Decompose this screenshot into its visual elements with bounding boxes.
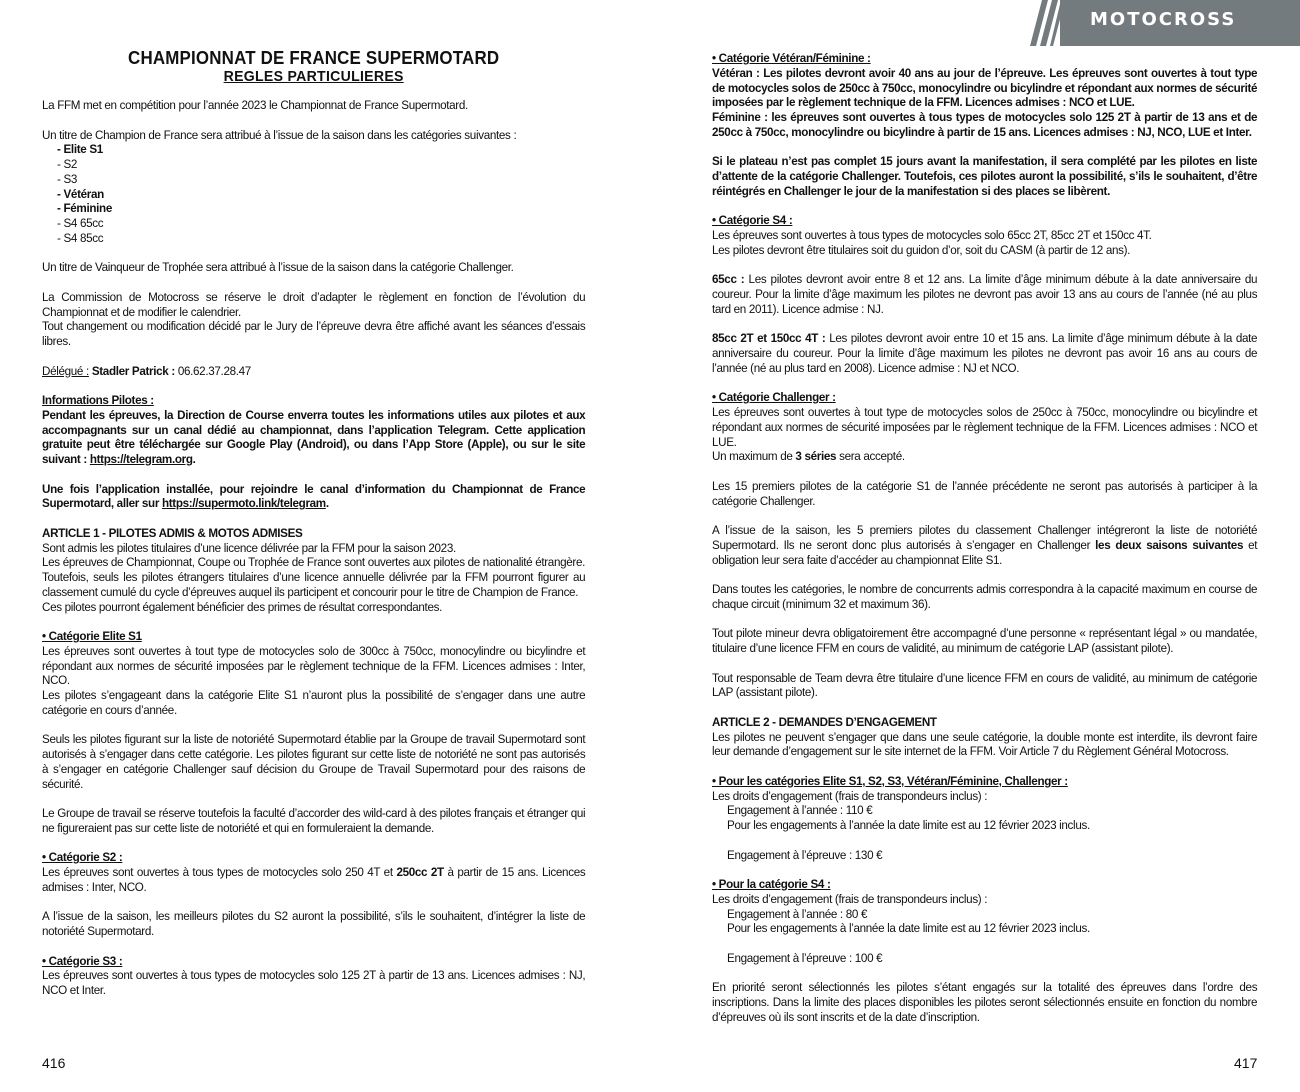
supermoto-telegram-link[interactable]: https://supermoto.link/telegram — [161, 496, 326, 511]
info-title: Informations Pilotes : — [42, 393, 154, 407]
team-paragraph: Tout responsable de Team devra être titulaire d’une licence FFM en cours de validité, au minimum de catégorie LAP (assistant pilote). — [712, 670, 1258, 700]
veteran-feminine-title: • Catégorie Vétéran/Féminine : — [712, 51, 871, 65]
elite-s1-notoriety-paragraph: Seuls les pilotes figurant sur la liste de notoriété Supermotard établie par la Groupe de travail Supermotard sont autorisés à s’engager dans cette catégorie. Les pilotes figurant sur cette liste de notoriété ne sont pas autorisés à s’engager en catégorie Challenger sauf décision du Groupe de Travail Supermotard pour des raisons de sécurité. — [42, 732, 586, 791]
section-banner — [1060, 0, 1300, 46]
s2-block — [42, 850, 585, 894]
feminine-paragraph: Féminine : les épreuves sont ouvertes à tous types de motocycles solo 125 2T à partir de 13 ans et de 250cc à 750cc, monocylindre ou bicylindre à partir de 15 ans. Licences admises : NJ, NCO, LUE et Inter. — [712, 110, 1258, 139]
categories-list — [42, 142, 585, 245]
category-item: - S3 — [57, 171, 78, 186]
s4-block — [712, 213, 1257, 257]
capacity-paragraph: Dans toutes les catégories, le nombre de concurrents admis correspondra à la capacité maximum en course de chaque circuit (minimum 32 et maximum 36). — [712, 582, 1258, 611]
fees-intro: Les droits d’engagement (frais de transpondeurs inclus) : — [712, 788, 988, 803]
article-2-paragraph: Les pilotes ne peuvent s’engager que dans une seule catégorie, la double monte est interdite, ils devront faire leur demande d’engagement sur le site internet de la FFM. Voir Article 7 du Règlement Général Motocross. — [712, 729, 1258, 759]
s4-65cc-paragraph — [712, 272, 1257, 316]
challenger-series-line — [712, 449, 1257, 464]
challenger-series-count: 3 séries — [795, 449, 837, 464]
category-item: - S4 65cc — [57, 216, 104, 230]
challenger-notoriety-text: A l’issue de la saison, les 5 premiers pilotes du classement Challenger intégreront la liste de notoriété Supermotard. Ils ne seront donc plus autorisés à s’engager en Challenger — [712, 523, 1258, 552]
year-fee-s4: Engagement à l’année : 80 € — [727, 906, 868, 921]
section-banner-label: MOTOCROSS — [1090, 9, 1237, 30]
fees-s4-block — [712, 877, 1257, 936]
category-item: - Elite S1 — [57, 142, 103, 157]
trophy-paragraph: Un titre de Vainqueur de Trophée sera attribué à l’issue de la saison dans la catégorie Challenger. — [42, 260, 514, 275]
telegram-link[interactable]: https://telegram.org — [89, 452, 193, 466]
page-number-right: 417 — [1234, 1055, 1258, 1071]
s4-85cc-label: 85cc 2T et 150cc 4T : — [712, 331, 826, 346]
s2-notoriety-paragraph: A l’issue de la saison, les meilleurs pilotes du S2 auront la possibilité, s’ils le souhaitent, d’intégrer la liste de notoriété Supermotard. — [42, 909, 586, 938]
elite-s1-paragraph: Les épreuves sont ouvertes à tout type de motocycles solo de 300cc à 750cc, monocylindre ou bicylindre et répondant aux normes de sécurité imposées par le règlement technique de la FFM. Licences admises : Inter, NCO. — [42, 643, 586, 688]
article-1-paragraph: Sont admis les pilotes titulaires d’une licence délivrée par la FFM pour la saison 2023. — [42, 540, 456, 555]
banner-stripes-decoration — [1028, 0, 1064, 46]
deadline-s4: Pour les engagements à l’année la date limite est au 12 février 2023 inclus. — [727, 921, 1090, 936]
elite-s1-wildcard-paragraph: Le Groupe de travail se réserve toutefois la faculté d’accorder des wild-card à des pilotes français et étranger qui ne figureraient pas sur cette liste de notoriété et qui en formuleraient la demande. — [42, 806, 586, 835]
waitlist-paragraph: Si le plateau n’est pas complet 15 jours avant la manifestation, il sera complété par les pilotes en liste d’attente de la catégorie Challenger. Toutefois, ces pilotes auront la possibilité, s’ils le souhaitent, d’être réintégrés en Challenger le jour de la manifestation si des places se libèrent. — [712, 154, 1258, 198]
delegate-phone: 06.62.37.28.47 — [177, 363, 251, 378]
challenger-s1-paragraph: Les 15 premiers pilotes de la catégorie S1 de l’année précédente ne seront pas autorisés à participer à la catégorie Challenger. — [712, 478, 1258, 508]
intro-paragraph: La FFM met en compétition pour l’année 2023 le Championnat de France Supermotard. — [42, 98, 468, 112]
s4-65cc-text: Les pilotes devront avoir entre 8 et 12 ans. La limite d’âge minimum débute à la date anniversaire du coureur. Pour la limite d’âge maximum les pilotes ne devront pas avoir 13 ans au cours de l’année (né au plus tard en 2011). Licence admise : NJ. — [712, 272, 1258, 316]
s4-65cc-label: 65cc : — [712, 272, 745, 287]
s2-paragraph — [42, 865, 585, 895]
fees-s4-title: • Pour la catégorie S4 : — [712, 877, 831, 891]
left-page — [42, 0, 585, 1013]
challenger-title: • Catégorie Challenger : — [712, 390, 836, 405]
challenger-block — [712, 390, 1257, 464]
s4-85cc-paragraph — [712, 331, 1257, 375]
challenger-series-text-end: sera accepté. — [839, 449, 905, 464]
page-title: CHAMPIONNAT DE FRANCE SUPERMOTARD — [128, 48, 500, 68]
s2-title: • Catégorie S2 : — [42, 850, 123, 865]
jury-paragraph: Tout changement ou modification décidé par le Jury de l’épreuve devra être affiché avant les séances d’essais libres. — [42, 319, 586, 348]
veteran-feminine-block — [712, 51, 1257, 140]
info-text-body: Pendant les épreuves, la Direction de Course enverra toutes les informations utiles aux pilotes et aux accompagnants sur un canal dédié au championnat, dans l’application Telegram. Cette application gratuite peut être téléchargée sur Google Play (Android), ou dans l’App Store (Apple), ou sur le site suivant : — [42, 407, 586, 466]
veteran-paragraph: Vétéran : Les pilotes devront avoir 40 ans au jour de l’épreuve. Les épreuves sont ouvertes à tout type de motocycles solos de 250cc à 750cc, monocylindre ou bicylindre et répondant aux normes de sécurité imposées par le règlement technique de la FFM. Licences admises : NCO et LUE. — [712, 65, 1258, 110]
minor-paragraph: Tout pilote mineur devra obligatoirement être accompagné d’une personne « représentant légal » ou mandatée, titulaire d’une licence FFM en cours de validité, au minimum de catégorie LAP (assistant pilote). — [712, 626, 1258, 655]
page-subtitle: REGLES PARTICULIERES — [223, 68, 404, 85]
s3-block — [42, 954, 585, 998]
join-paragraph: Une fois l’application installée, pour rejoindre le canal d’information du Championnat de France Supermotard, aller sur https://supermoto.link/telegram. — [42, 481, 586, 511]
article-2-block — [712, 715, 1257, 759]
challenger-notoriety-paragraph — [712, 523, 1257, 567]
event-fee-s4: Engagement à l’épreuve : 100 € — [727, 950, 883, 965]
elite-s1-block — [42, 629, 585, 718]
info-block — [42, 393, 585, 467]
challenger-paragraph: Les épreuves sont ouvertes à tout type de motocycles solos de 250cc à 750cc, monocylindre ou bicylindre et répondant aux normes de sécurité imposées par le règlement technique de la FFM. Licences admises : NCO et LUE. — [712, 405, 1258, 449]
article-1-paragraph: Toutefois, seuls les pilotes étrangers titulaires d’une licence annuelle délivrée par la FFM pourront figurer au classement cumulé du cycle d’épreuves auquel ils participent et concourir pour le titre de Champion de France. — [42, 570, 586, 599]
info-text: Pendant les épreuves, la Direction de Course enverra toutes les informations utiles aux pilotes et aux accompagnants sur un canal dédié au championnat, dans l’application Telegram. Cette application gratuite peut être téléchargée sur Google Play (Android), ou dans l’App Store (Apple), ou sur le site suivant : https://telegram.org. — [42, 407, 586, 466]
delegate-label: Délégué : — [42, 363, 89, 378]
article-1-paragraph: Ces pilotes pourront également bénéficier des primes de résultat correspondantes. — [42, 599, 443, 614]
s4-85cc-text: Les pilotes devront avoir entre 10 et 15 ans. La limite d’âge minimum débute à la date anniversaire du coureur. Pour la limite d’âge maximum les pilotes ne devront pas avoir 16 ans au cours de l’année (né au plus tard en 2008). Licence admise : NJ et NCO. — [712, 331, 1258, 375]
category-item: - Vétéran — [57, 186, 104, 201]
right-page — [712, 51, 1257, 1039]
fees-all-title: • Pour les catégories Elite S1, S2, S3, Vétéran/Féminine, Challenger : — [712, 773, 1068, 788]
priority-paragraph: En priorité seront sélectionnés les pilotes s’étant engagés sur la totalité des épreuves dans l’ordre des inscriptions. Dans la limite des places disponibles les pilotes seront sélectionnés ensuite en fonction du nombre d’épreuves où ils sont inscrits et de la date d’inscription. — [712, 980, 1258, 1024]
titles-block — [42, 128, 585, 246]
delegate-name: Stadler Patrick : — [91, 363, 175, 378]
s4-title: • Catégorie S4 : — [712, 213, 793, 228]
category-item: - S4 85cc — [57, 230, 104, 245]
article-1-paragraph: Les épreuves de Championnat, Coupe ou Trophée de France sont ouvertes aux pilotes de nationalité étrangère. — [42, 555, 586, 570]
challenger-notoriety-text-end: et obligation leur sera faite d’accéder au championnat Elite S1. — [712, 537, 1258, 567]
year-fee: Engagement à l’année : 110 € — [727, 803, 873, 818]
elite-s1-title: • Catégorie Elite S1 — [42, 629, 142, 643]
s4-paragraph: Les pilotes devront être titulaires soit du guidon d’or, soit du CASM (à partir de 12 ans). — [712, 242, 1131, 257]
s2-text: Les épreuves sont ouvertes à tous types de motocycles solo 250 4T et — [42, 865, 393, 879]
deadline: Pour les engagements à l’année la date limite est au 12 février 2023 inclus. — [727, 818, 1090, 832]
s3-paragraph: Les épreuves sont ouvertes à tous types de motocycles solo 125 2T à partir de 13 ans. Licences admises : NJ, NCO et Inter. — [42, 968, 586, 997]
challenger-series-text: Un maximum de — [712, 449, 793, 464]
category-item: - S2 — [57, 157, 78, 171]
event-fee: Engagement à l’épreuve : 130 € — [727, 847, 883, 862]
join-text: Une fois l’application installée, pour rejoindre le canal d’information du Championnat de France Supermotard, aller sur — [42, 481, 586, 511]
delegate-line — [42, 364, 585, 379]
category-item: - Féminine — [57, 201, 113, 216]
titles-intro: Un titre de Champion de France sera attribué à l’issue de la saison dans les catégories suivantes : — [42, 127, 517, 142]
page-number-left: 416 — [42, 1055, 66, 1071]
fees-intro-s4: Les droits d’engagement (frais de transpondeurs inclus) : — [712, 891, 988, 906]
s3-title: • Catégorie S3 : — [42, 953, 123, 968]
elite-s1-paragraph: Les pilotes s’engageant dans la catégorie Elite S1 n’auront plus la possibilité de s’engager dans une autre catégorie en cours d’année. — [42, 688, 586, 717]
s2-bold-text: 250cc 2T — [396, 865, 444, 879]
challenger-notoriety-bold: les deux saisons suivantes — [1095, 537, 1244, 552]
article-2-title: ARTICLE 2 - DEMANDES D’ENGAGEMENT — [712, 714, 937, 729]
article-1-title: ARTICLE 1 - PILOTES ADMIS & MOTOS ADMISES — [42, 525, 303, 540]
s4-paragraph: Les épreuves sont ouvertes à tous types de motocycles solo 65cc 2T, 85cc 2T et 150cc 4T. — [712, 228, 1152, 242]
s2-text-end: à partir de 15 ans. Licences admises : Inter, NCO. — [42, 865, 586, 894]
article-1-block — [42, 526, 585, 615]
commission-block — [42, 290, 585, 349]
fees-all-block — [712, 774, 1257, 833]
commission-paragraph: La Commission de Motocross se réserve le droit d’adapter le règlement en fonction de l’évolution du Championnat et de modifier le calendrier. — [42, 289, 586, 319]
